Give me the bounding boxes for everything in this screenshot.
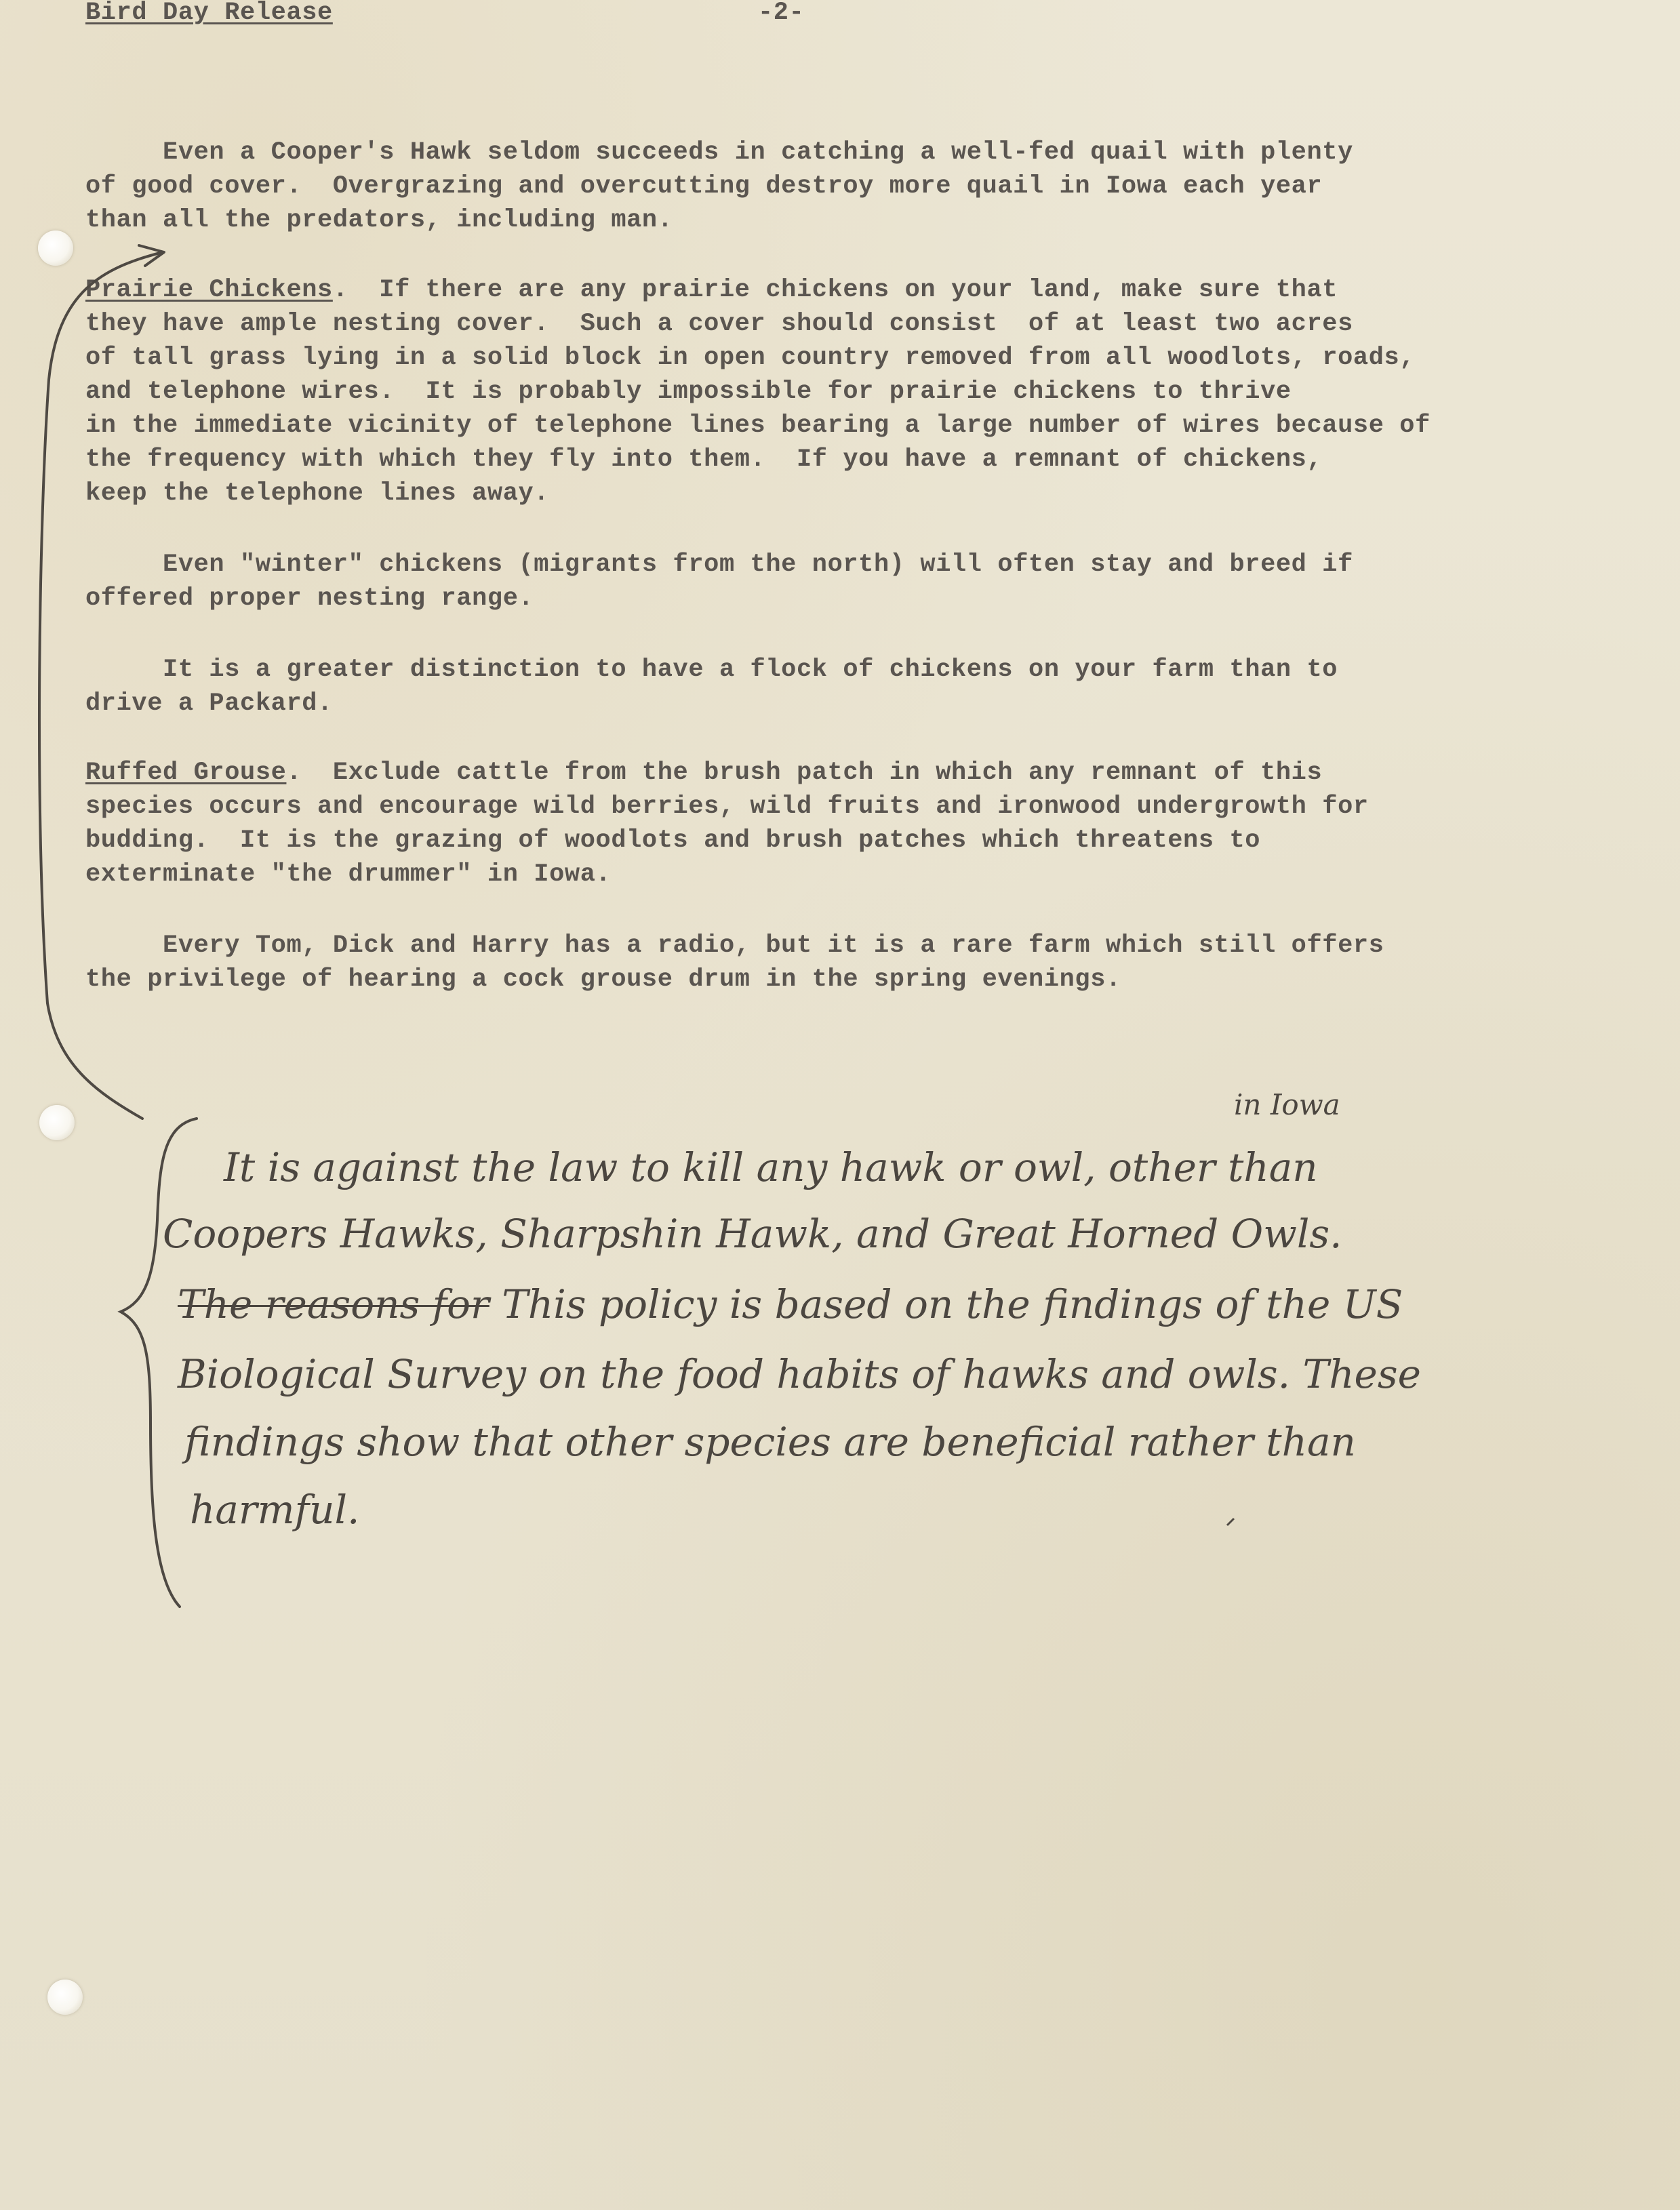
text-line: the privilege of hearing a cock grouse drum in the spring evenings.: [85, 965, 1121, 994]
handwritten-line: Biological Survey on the food habits of hawks and owls. These: [178, 1351, 1421, 1397]
insertion-note: in Iowa: [1234, 1088, 1340, 1121]
text-line: of good cover. Overgrazing and overcutting destroy more quail in Iowa each year: [85, 172, 1323, 201]
text-line: Ruffed Grouse. Exclude cattle from the brush patch in which any remnant of this: [85, 759, 1323, 787]
header-title: Bird Day Release: [85, 0, 333, 27]
text-line: the frequency with which they fly into them. If you have a remnant of chickens,: [85, 445, 1323, 474]
text-line: drive a Packard.: [85, 689, 333, 718]
handwritten-line: The reasons for This policy is based on the findings of the US: [178, 1281, 1403, 1327]
text-line: of tall grass lying in a solid block in open country removed from all woodlots, roads,: [85, 344, 1416, 372]
text-line: Every Tom, Dick and Harry has a radio, but it is a rare farm which still offers: [85, 931, 1384, 960]
text-line: It is a greater distinction to have a flock of chickens on your farm than to: [85, 656, 1338, 684]
text-line: in the immediate vicinity of telephone lines bearing a large number of wires because of: [85, 411, 1431, 440]
text-line: Even a Cooper's Hawk seldom succeeds in catching a well-fed quail with plenty: [85, 138, 1353, 167]
section-heading: Prairie Chickens: [85, 276, 333, 304]
text-line: offered proper nesting range.: [85, 584, 534, 613]
text-line: budding. It is the grazing of woodlots and brush patches which threatens to: [85, 826, 1261, 855]
handwritten-line: Coopers Hawks, Sharpshin Hawk, and Great Horned Owls.: [163, 1211, 1342, 1257]
page-number: -2-: [758, 0, 805, 27]
text-line: exterminate "the drummer" in Iowa.: [85, 860, 612, 889]
struck-out-text: The reasons for: [178, 1281, 489, 1327]
text-line: Prairie Chickens. If there are any prairie chickens on your land, make sure that: [85, 276, 1338, 304]
text-line: keep the telephone lines away.: [85, 479, 550, 508]
handwritten-line: It is against the law to kill any hawk or owl, other than: [224, 1144, 1318, 1190]
text-line: species occurs and encourage wild berries, wild fruits and ironwood undergrowth for: [85, 792, 1369, 821]
text-line: than all the predators, including man.: [85, 206, 673, 235]
handwritten-line: findings show that other species are beneficial rather than: [184, 1419, 1356, 1465]
section-heading: Ruffed Grouse: [85, 759, 287, 787]
text-line: and telephone wires. It is probably impossible for prairie chickens to thrive: [85, 378, 1292, 406]
text-line: Even "winter" chickens (migrants from the north) will often stay and breed if: [85, 550, 1353, 579]
text-line: they have ample nesting cover. Such a cover should consist of at least two acres: [85, 310, 1353, 338]
handwritten-line: harmful.: [190, 1487, 360, 1533]
